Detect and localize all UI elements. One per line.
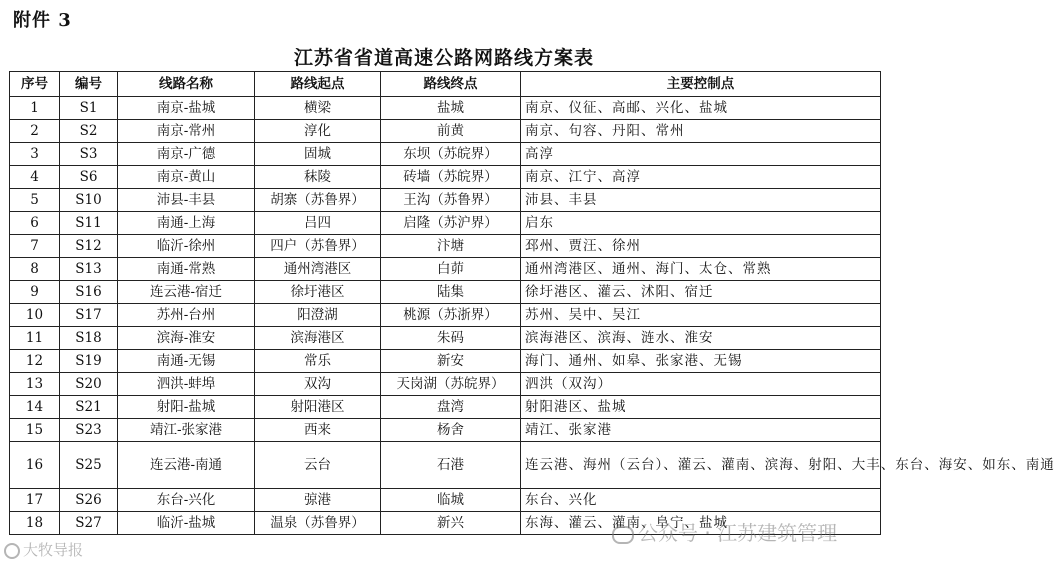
cell-route-name: 南通-无锡: [118, 350, 255, 373]
cell-index: 6: [10, 212, 60, 235]
cell-control-points: 射阳港区、盐城: [521, 396, 881, 419]
attachment-label: 附件 3: [13, 10, 72, 31]
cell-end: 新兴: [381, 512, 521, 535]
cell-route-name: 东台-兴化: [118, 489, 255, 512]
cell-route-name: 连云港-南通: [118, 442, 255, 489]
cell-start: 胡寨（苏鲁界）: [255, 189, 381, 212]
cell-code: S23: [60, 419, 118, 442]
cell-index: 9: [10, 281, 60, 304]
cell-index: 15: [10, 419, 60, 442]
cell-route-name: 临沂-盐城: [118, 512, 255, 535]
cell-control-points: 南京、江宁、高淳: [521, 166, 881, 189]
cell-code: S19: [60, 350, 118, 373]
cell-index: 12: [10, 350, 60, 373]
wechat-icon: [612, 526, 634, 544]
cell-code: S20: [60, 373, 118, 396]
cell-control-points: 苏州、吴中、吴江: [521, 304, 881, 327]
cell-end: 天岗湖（苏皖界）: [381, 373, 521, 396]
cell-start: 横梁: [255, 97, 381, 120]
cell-route-name: 射阳-盐城: [118, 396, 255, 419]
cell-code: S27: [60, 512, 118, 535]
cell-start: 射阳港区: [255, 396, 381, 419]
cell-code: S11: [60, 212, 118, 235]
cell-route-name: 滨海-淮安: [118, 327, 255, 350]
table-row: [10, 281, 881, 304]
cell-start: 四户（苏鲁界）: [255, 235, 381, 258]
cell-route-name: 南京-黄山: [118, 166, 255, 189]
cell-end: 朱码: [381, 327, 521, 350]
column-header-index: 序号: [10, 72, 60, 97]
table-row: [10, 327, 881, 350]
cell-code: S10: [60, 189, 118, 212]
cell-end: 东坝（苏皖界）: [381, 143, 521, 166]
column-header-code: 编号: [60, 72, 118, 97]
cell-end: 桃源（苏浙界）: [381, 304, 521, 327]
cell-code: S3: [60, 143, 118, 166]
cell-control-points: 东海、灌云、灌南、阜宁、盐城: [521, 512, 881, 535]
cell-end: 盘湾: [381, 396, 521, 419]
cell-index: 17: [10, 489, 60, 512]
cell-route-name: 沛县-丰县: [118, 189, 255, 212]
cell-start: 常乐: [255, 350, 381, 373]
cell-start: 固城: [255, 143, 381, 166]
cell-end: 前黄: [381, 120, 521, 143]
table-row: [10, 419, 881, 442]
cell-control-points: 南京、仪征、高邮、兴化、盐城: [521, 97, 881, 120]
table-row: [10, 189, 881, 212]
table-row: [10, 396, 881, 419]
cell-end: 汴塘: [381, 235, 521, 258]
cell-index: 3: [10, 143, 60, 166]
column-header-control-points: 主要控制点: [521, 72, 881, 97]
cell-start: 弶港: [255, 489, 381, 512]
cell-start: 西来: [255, 419, 381, 442]
cell-control-points: 启东: [521, 212, 881, 235]
cell-start: 徐圩港区: [255, 281, 381, 304]
cell-index: 13: [10, 373, 60, 396]
cell-end: 杨舍: [381, 419, 521, 442]
cell-index: 5: [10, 189, 60, 212]
cell-index: 18: [10, 512, 60, 535]
cell-code: S12: [60, 235, 118, 258]
page-title: 江苏省省道高速公路网路线方案表: [293, 47, 594, 69]
cell-control-points: 南京、句容、丹阳、常州: [521, 120, 881, 143]
cell-code: S6: [60, 166, 118, 189]
cell-start: 双沟: [255, 373, 381, 396]
table-row: [10, 304, 881, 327]
cell-index: 8: [10, 258, 60, 281]
cell-code: S16: [60, 281, 118, 304]
cell-route-name: 泗洪-蚌埠: [118, 373, 255, 396]
cell-end: 临城: [381, 489, 521, 512]
cell-control-points: 海门、通州、如皋、张家港、无锡: [521, 350, 881, 373]
cell-code: S17: [60, 304, 118, 327]
cell-code: S26: [60, 489, 118, 512]
table-row: [10, 120, 881, 143]
cell-start: 吕四: [255, 212, 381, 235]
cell-end: 启隆（苏沪界）: [381, 212, 521, 235]
table-row: [10, 97, 881, 120]
cell-control-points: 东台、兴化: [521, 489, 881, 512]
cell-index: 7: [10, 235, 60, 258]
cell-route-name: 南通-上海: [118, 212, 255, 235]
cell-route-name: 苏州-台州: [118, 304, 255, 327]
table-row: [10, 489, 881, 512]
cell-code: S2: [60, 120, 118, 143]
cell-index: 4: [10, 166, 60, 189]
cell-index: 16: [10, 442, 60, 489]
cell-control-points: 滨海港区、滨海、涟水、淮安: [521, 327, 881, 350]
cell-start: 阳澄湖: [255, 304, 381, 327]
route-table-body: [10, 97, 1055, 535]
cell-end: 王沟（苏鲁界）: [381, 189, 521, 212]
cell-route-name: 南通-常熟: [118, 258, 255, 281]
cell-control-points: 邳州、贾汪、徐州: [521, 235, 881, 258]
column-header-route-name: 线路名称: [118, 72, 255, 97]
cell-end: 盐城: [381, 97, 521, 120]
cell-start: 云台: [255, 442, 381, 489]
cell-code: S1: [60, 97, 118, 120]
cell-code: S25: [60, 442, 118, 489]
cell-control-points: 高淳: [521, 143, 881, 166]
table-row: [10, 350, 881, 373]
cell-control-points: 徐圩港区、灌云、沭阳、宿迁: [521, 281, 881, 304]
cell-route-name: 南京-广德: [118, 143, 255, 166]
cell-start: 通州湾港区: [255, 258, 381, 281]
cell-index: 2: [10, 120, 60, 143]
weibo-icon: [4, 543, 20, 559]
route-table: [9, 71, 1055, 535]
watermark-right: [612, 517, 837, 546]
table-row: [10, 442, 881, 489]
cell-start: 滨海港区: [255, 327, 381, 350]
cell-control-points: 通州湾港区、通州、海门、太仓、常熟: [521, 258, 881, 281]
column-header-start: 路线起点: [255, 72, 381, 97]
watermark-left: [4, 539, 83, 560]
cell-control-points: 连云港、海州（云台）、灌云、灌南、滨海、射阳、大丰、东台、海安、如东、南通: [521, 442, 881, 489]
watermark-right-text: 公众号 · 江苏建筑管理: [638, 521, 838, 545]
cell-route-name: 靖江-张家港: [118, 419, 255, 442]
cell-end: 新安: [381, 350, 521, 373]
cell-end: 白茆: [381, 258, 521, 281]
cell-route-name: 临沂-徐州: [118, 235, 255, 258]
cell-start: 秣陵: [255, 166, 381, 189]
cell-index: 14: [10, 396, 60, 419]
cell-route-name: 南京-常州: [118, 120, 255, 143]
table-row: [10, 212, 881, 235]
cell-index: 10: [10, 304, 60, 327]
cell-route-name: 南京-盐城: [118, 97, 255, 120]
table-row: [10, 166, 881, 189]
table-row: [10, 373, 881, 396]
table-row: [10, 143, 881, 166]
watermark-left-text: 大牧导报: [23, 541, 84, 559]
column-header-end: 路线终点: [381, 72, 521, 97]
cell-end: 石港: [381, 442, 521, 489]
cell-start: 淳化: [255, 120, 381, 143]
cell-route-name: 连云港-宿迁: [118, 281, 255, 304]
cell-end: 陆集: [381, 281, 521, 304]
cell-start: 温泉（苏鲁界）: [255, 512, 381, 535]
cell-end: 砖墙（苏皖界）: [381, 166, 521, 189]
table-header-row: [10, 72, 881, 97]
cell-control-points: 沛县、丰县: [521, 189, 881, 212]
table-row: [10, 258, 881, 281]
table-row: [10, 235, 881, 258]
cell-code: S13: [60, 258, 118, 281]
cell-code: S21: [60, 396, 118, 419]
cell-control-points: 泗洪（双沟）: [521, 373, 881, 396]
cell-index: 11: [10, 327, 60, 350]
cell-index: 1: [10, 97, 60, 120]
cell-code: S18: [60, 327, 118, 350]
cell-control-points: 靖江、张家港: [521, 419, 881, 442]
